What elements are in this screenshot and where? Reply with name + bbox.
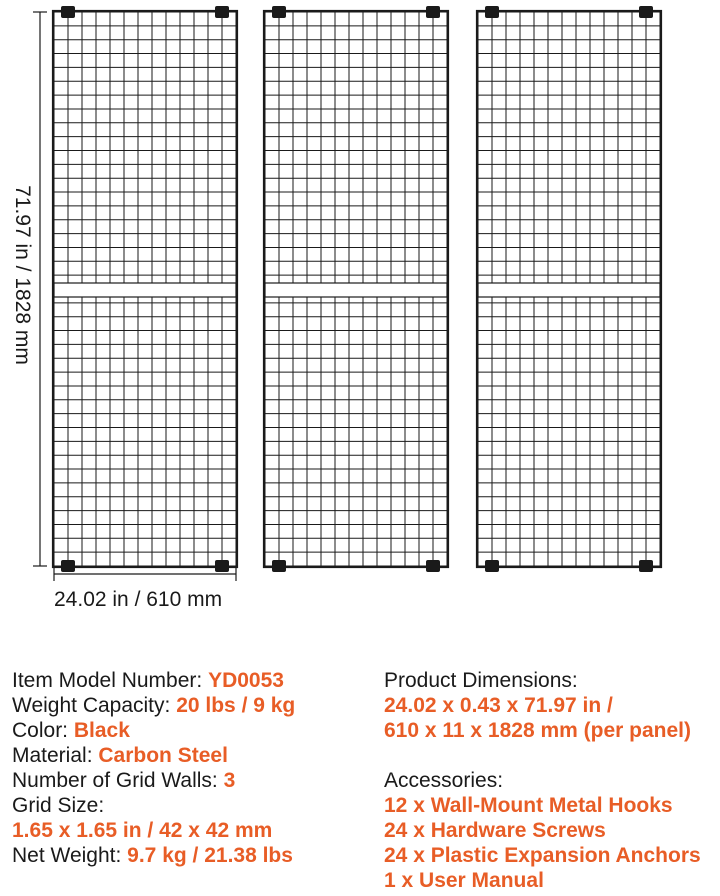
height-dimension-label: 71.97 in / 1828 mm [11, 185, 34, 365]
wall-hook-icon [272, 6, 286, 18]
accessory-item: 24 x Hardware Screws [384, 819, 606, 842]
product-dimensions-line1: 24.02 x 0.43 x 71.97 in / [384, 694, 613, 717]
wall-hook-icon [215, 6, 229, 18]
spec-grid-label: Grid Size: [12, 794, 105, 817]
wall-hook-icon [639, 6, 653, 18]
wall-hook-icon [272, 560, 286, 572]
panel-joint-bar [265, 283, 447, 297]
width-dimension-label: 24.02 in / 610 mm [54, 588, 223, 611]
grid-panel [53, 6, 237, 572]
spec-grid-value: 1.65 x 1.65 in / 42 x 42 mm [12, 819, 273, 842]
spec-color: Color: Black [12, 719, 130, 742]
spec-walls: Number of Grid Walls: 3 [12, 769, 236, 792]
accessory-item: 24 x Plastic Expansion Anchors [384, 844, 701, 867]
grid-panel [477, 6, 661, 572]
spec-capacity: Weight Capacity: 20 lbs / 9 kg [12, 694, 296, 717]
panel-joint-bar [54, 283, 236, 297]
spec-model: Item Model Number: YD0053 [12, 669, 284, 692]
spec-net-weight: Net Weight: 9.7 kg / 21.38 lbs [12, 844, 293, 867]
wall-hook-icon [485, 560, 499, 572]
wall-hook-icon [215, 560, 229, 572]
wall-hook-icon [61, 6, 75, 18]
wall-hook-icon [426, 6, 440, 18]
wall-hook-icon [639, 560, 653, 572]
accessories-label: Accessories: [384, 769, 504, 792]
product-dimensions-line2: 610 x 11 x 1828 mm (per panel) [384, 719, 692, 742]
wall-hook-icon [426, 560, 440, 572]
accessory-item: 1 x User Manual [384, 869, 544, 892]
dimensions-column [384, 668, 714, 893]
specs-column [12, 668, 372, 868]
accessory-item: 12 x Wall-Mount Metal Hooks [384, 794, 673, 817]
panel-joint-bar [478, 283, 660, 297]
product-dimensions-label: Product Dimensions: [384, 669, 578, 692]
wall-hook-icon [485, 6, 499, 18]
grid-panel [264, 6, 448, 572]
spec-material: Material: Carbon Steel [12, 744, 228, 767]
wall-hook-icon [61, 560, 75, 572]
